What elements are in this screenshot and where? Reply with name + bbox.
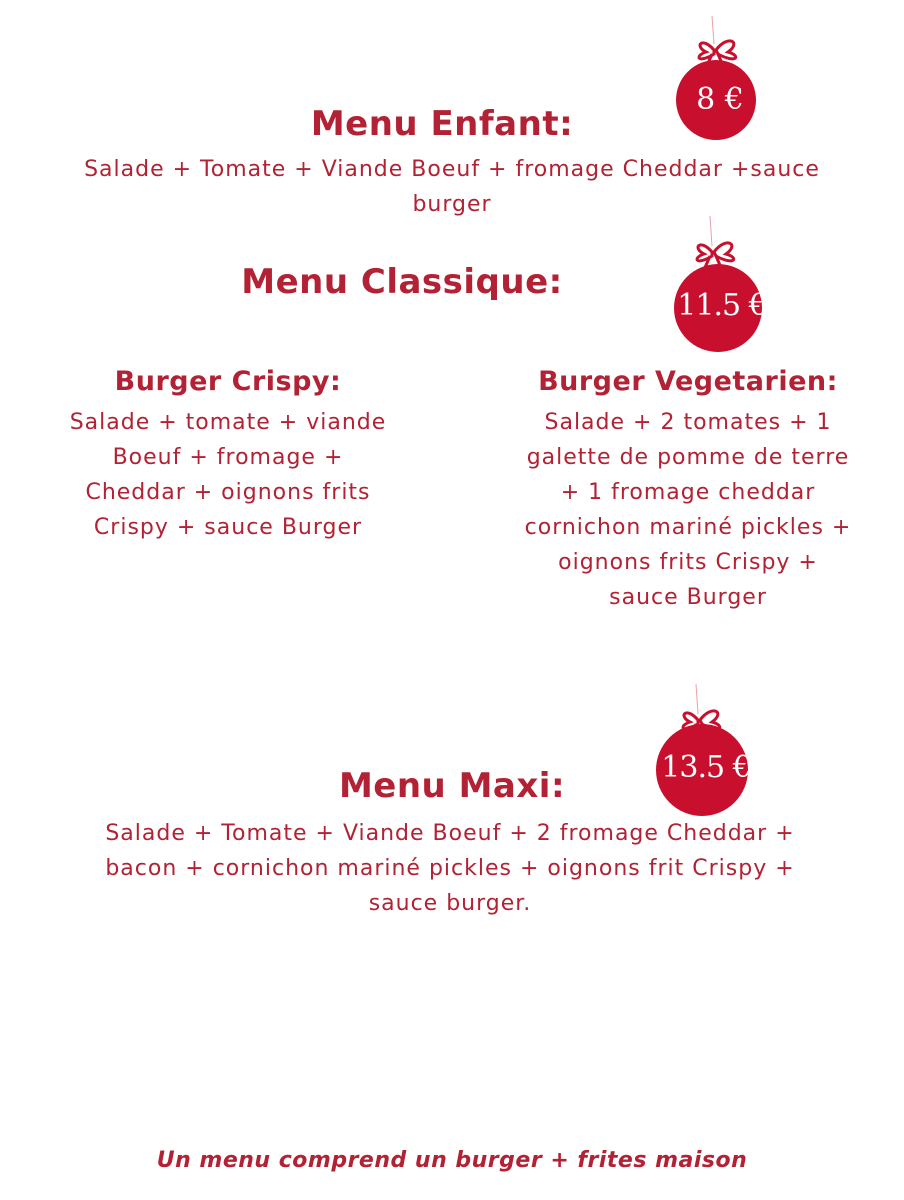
menu-enfant-desc-line: burger [412, 192, 492, 217]
price-maxi: 13.5 € [661, 750, 751, 785]
menu-enfant-desc-line: Salade + Tomate + Viande Boeuf + fromage Cheddar +sauce [84, 157, 820, 182]
desc-line: sauce Burger [609, 585, 767, 610]
burger-vegetarien-description [490, 405, 886, 615]
menu-enfant-description [0, 152, 904, 222]
price-enfant: 8 € [696, 82, 744, 117]
menu-enfant-title: Menu Enfant: [310, 104, 574, 144]
desc-line: + 1 fromage cheddar [560, 480, 816, 505]
menu-maxi-description [0, 816, 902, 921]
desc-line: cornichon mariné pickles + [524, 515, 852, 540]
desc-line: Crispy + sauce Burger [93, 515, 363, 540]
menu-maxi-desc-line: Salade + Tomate + Viande Boeuf + 2 fromage Cheddar + [105, 821, 795, 846]
burger-crispy-title: Burger Crispy: [114, 366, 342, 397]
desc-line: Salade + 2 tomates + 1 [544, 410, 832, 435]
burger-crispy-description [40, 405, 416, 545]
desc-line: oignons frits Crispy + [558, 550, 818, 575]
menu-maxi-desc-line: bacon + cornichon mariné pickles + oignons frit Crispy + [105, 856, 795, 881]
menu-maxi-desc-line: sauce burger. [368, 891, 532, 916]
menu-maxi-title: Menu Maxi: [338, 766, 566, 806]
burger-crispy-section [40, 366, 416, 545]
footer-note: Un menu comprend un burger + frites maison [156, 1148, 748, 1173]
desc-line: Cheddar + oignons frits [85, 480, 371, 505]
burger-vegetarien-title: Burger Vegetarien: [538, 366, 838, 397]
desc-line: Boeuf + fromage + [112, 445, 344, 470]
menu-classique-title: Menu Classique: [241, 262, 563, 302]
burger-vegetarien-section [490, 366, 886, 615]
price-classique: 11.5 € [677, 288, 767, 323]
desc-line: galette de pomme de terre [526, 445, 850, 470]
desc-line: Salade + tomate + viande [69, 410, 387, 435]
